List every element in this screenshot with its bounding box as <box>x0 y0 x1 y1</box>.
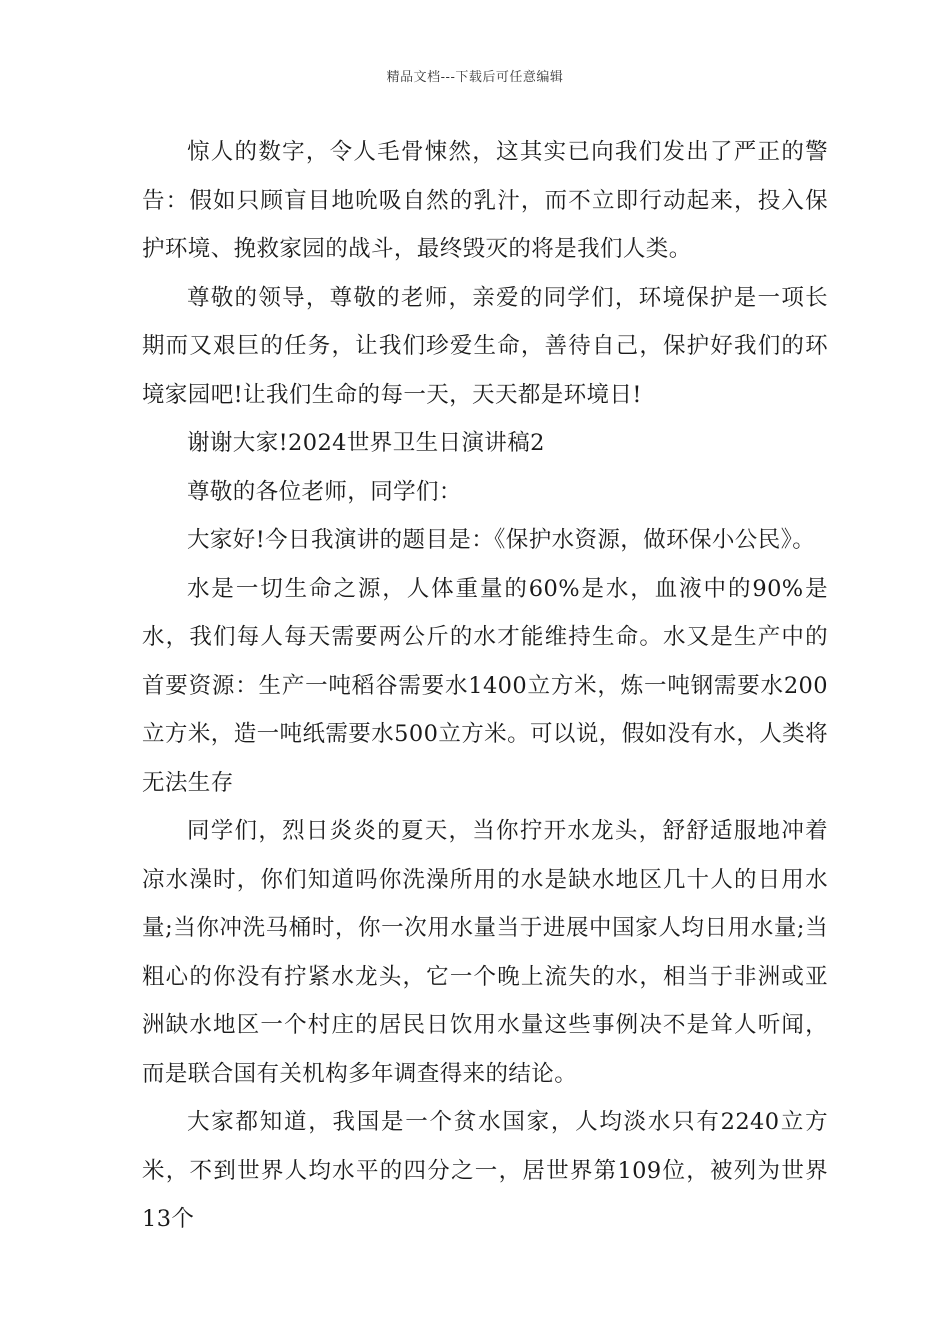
paragraph: 大家都知道，我国是一个贫水国家，人均淡水只有2240立方米，不到世界人均水平的四分之一，居世界第109位，被列为世界13个 <box>142 1109 828 1232</box>
page-header: 精品文档---下载后可任意编辑 <box>386 70 564 85</box>
document-body <box>142 128 828 1244</box>
paragraph: 水是一切生命之源，人体重量的60%是水，血液中的90%是水，我们每人每天需要两公斤的水才能维持生命。水又是生产中的首要资源：生产一吨稻谷需要水1400立方米，炼一吨钢需要水200立方米，造一吨纸需要水500立方米。可以说，假如没有水，人类将无法生存 <box>142 575 828 796</box>
paragraph: 惊人的数字，令人毛骨悚然，这其实已向我们发出了严正的警告：假如只顾盲目地吮吸自然的乳汁，而不立即行动起来，投入保护环境、挽救家园的战斗，最终毁灭的将是我们人类。 <box>142 139 828 262</box>
paragraph: 大家好!今日我演讲的题目是：《保护水资源，做环保小公民》。 <box>187 527 816 553</box>
paragraph: 谢谢大家!2024世界卫生日演讲稿2 <box>187 430 545 456</box>
paragraph: 尊敬的各位老师，同学们： <box>187 478 462 505</box>
paragraph: 同学们，烈日炎炎的夏天，当你拧开水龙头，舒舒适服地冲着凉水澡时，你们知道吗你洗澡所用的水是缺水地区几十人的日用水量;当你冲洗马桶时，你一次用水量当于进展中国家人均日用水量;当粗心的你没有拧紧水龙头，它一个晚上流失的水，相当于非洲或亚洲缺水地区一个村庄的居民日饮用水量这些事例决不是耸人听闻，而是联合国有关机构多年调查得来的结论。 <box>142 818 828 1087</box>
paragraph: 尊敬的领导，尊敬的老师，亲爱的同学们，环境保护是一项长期而又艰巨的任务，让我们珍爱生命，善待自己，保护好我们的环境家园吧!让我们生命的每一天，天天都是环境日! <box>142 284 828 408</box>
